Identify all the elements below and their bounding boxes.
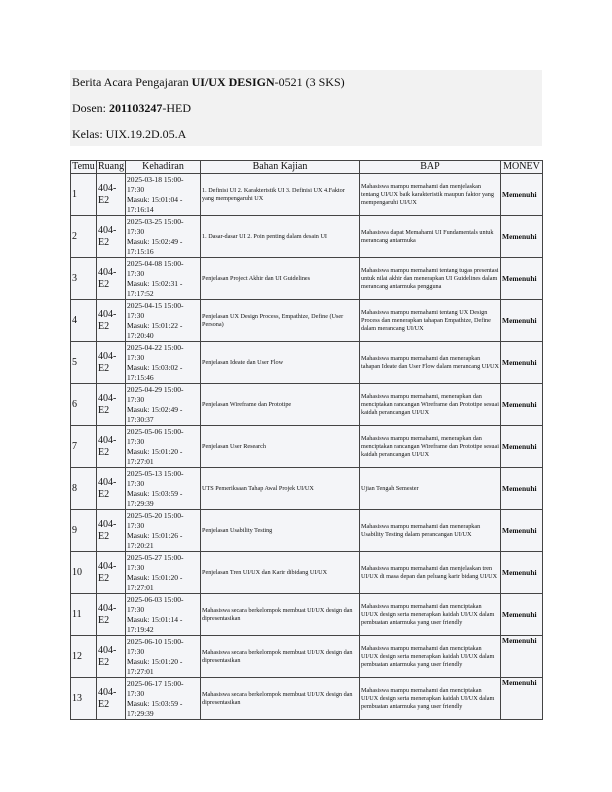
- kehadiran-jadwal: 2025-03-25 15:00-17:30: [127, 216, 184, 236]
- cell-ruang: 404-E2: [97, 216, 126, 258]
- table-row: [71, 258, 543, 300]
- table-row: [71, 552, 543, 594]
- table-row: [71, 510, 543, 552]
- kehadiran-jadwal: 2025-05-06 15:00-17:30: [127, 426, 184, 446]
- kehadiran-jadwal: 2025-04-22 15:00-17:30: [127, 342, 184, 362]
- kehadiran-masuk: Masuk: 15:01:22 - 17:20:40: [127, 320, 183, 340]
- cell-bahan-kajian: Penjelasan UX Design Process, Empathize, Define (User Persona): [201, 300, 360, 342]
- dosen-suffix: -HED: [162, 101, 192, 115]
- cell-monev: Memenuhi: [501, 636, 543, 678]
- cell-kehadiran: [126, 216, 201, 258]
- kehadiran-jadwal: 2025-05-20 15:00-17:30: [127, 510, 184, 530]
- cell-temu: 6: [71, 384, 97, 426]
- kehadiran-masuk: Masuk: 15:03:02 - 17:15:46: [127, 362, 183, 382]
- kehadiran-jadwal: 2025-06-03 15:00-17:30: [127, 594, 184, 614]
- cell-bahan-kajian: 1. Dasar-dasar UI 2. Poin penting dalam desain UI: [201, 216, 360, 258]
- cell-bap: Mahasiswa mampu memahami dan menjelaskan tentang UI/UX baik karakteristik maupun faktor yang mempengaruhi UI/UX: [360, 174, 501, 216]
- cell-kehadiran: [126, 384, 201, 426]
- table-body: [71, 174, 543, 720]
- cell-monev: Memenuhi: [501, 258, 543, 300]
- cell-monev: Memenuhi: [501, 678, 543, 720]
- table-row: [71, 300, 543, 342]
- cell-monev: Memenuhi: [501, 510, 543, 552]
- cell-bap: Mahasiswa mampu memahami dan menciptakan UI/UX design serta menerapkan kaidah UI/UX dalam pembuatan antarmuka yang user friendly: [360, 636, 501, 678]
- cell-ruang: 404-E2: [97, 174, 126, 216]
- table-row: [71, 636, 543, 678]
- cell-temu: 2: [71, 216, 97, 258]
- cell-ruang: 404-E2: [97, 384, 126, 426]
- cell-kehadiran: [126, 174, 201, 216]
- cell-monev: Memenuhi: [501, 342, 543, 384]
- cell-monev: Memenuhi: [501, 174, 543, 216]
- cell-bap: Mahasiswa dapat Memahami UI Fundamentals untuk merancang antarmuka: [360, 216, 501, 258]
- cell-temu: 8: [71, 468, 97, 510]
- cell-bahan-kajian: UTS Pemeriksaan Tahap Awal Projek UI/UX: [201, 468, 360, 510]
- cell-bap: Mahasiswa mampu memahami dan menerapkan Usability Testing dalam perancangan UI/UX: [360, 510, 501, 552]
- kehadiran-masuk: Masuk: 15:01:14 - 17:19:42: [127, 614, 183, 634]
- kelas-line: Kelas: UIX.19.2D.05.A: [72, 127, 187, 141]
- cell-kehadiran: [126, 342, 201, 384]
- kehadiran-masuk: Masuk: 15:01:26 - 17:20:21: [127, 530, 183, 550]
- document-page: [70, 70, 542, 720]
- table-row: [71, 594, 543, 636]
- cell-kehadiran: [126, 300, 201, 342]
- table-row: [71, 678, 543, 720]
- cell-bahan-kajian: Mahasiswa secara berkelompok membuat UI/UX design dan dipresentasikan: [201, 636, 360, 678]
- cell-kehadiran: [126, 510, 201, 552]
- kehadiran-jadwal: 2025-03-18 15:00-17:30: [127, 174, 184, 194]
- table-row: [71, 426, 543, 468]
- cell-kehadiran: [126, 258, 201, 300]
- table-row: [71, 468, 543, 510]
- cell-bahan-kajian: Penjelasan Project Akhir dan UI Guidelines: [201, 258, 360, 300]
- kehadiran-jadwal: 2025-04-08 15:00-17:30: [127, 258, 184, 278]
- cell-temu: 12: [71, 636, 97, 678]
- cell-temu: 4: [71, 300, 97, 342]
- cell-temu: 10: [71, 552, 97, 594]
- col-header-kehadiran: Kehadiran: [126, 161, 201, 174]
- dosen-id: 201103247: [109, 101, 163, 115]
- page-title: [72, 74, 540, 90]
- kehadiran-jadwal: 2025-05-13 15:00-17:30: [127, 468, 184, 488]
- cell-monev: Memenuhi: [501, 552, 543, 594]
- attendance-table: [70, 160, 543, 720]
- cell-temu: 5: [71, 342, 97, 384]
- cell-bap: Mahasiswa mampu memahami tentang tugas presentasi untuk nilai akhir dan menerapkan UI Guidelines dalam merancang antarmuka pengguna: [360, 258, 501, 300]
- kehadiran-masuk: Masuk: 15:01:04 - 17:16:14: [127, 194, 183, 214]
- cell-temu: 3: [71, 258, 97, 300]
- kehadiran-masuk: Masuk: 15:02:49 - 17:30:37: [127, 404, 183, 424]
- cell-bap: Mahasiswa mampu memahami, menerapkan dan menciptakan rancangan Wireframe dan Prototipe sesuai kaidah perancangan UI/UX: [360, 384, 501, 426]
- course-name: UI/UX DESIGN: [191, 75, 275, 89]
- cell-ruang: 404-E2: [97, 426, 126, 468]
- cell-monev: Memenuhi: [501, 384, 543, 426]
- table-row: [71, 216, 543, 258]
- dosen-line: [72, 100, 540, 116]
- cell-kehadiran: [126, 678, 201, 720]
- cell-bap: Mahasiswa mampu memahami, menerapkan dan menciptakan rancangan Wireframe dan Prototipe sesuai kaidah perancangan UI/UX: [360, 426, 501, 468]
- kehadiran-jadwal: 2025-06-17 15:00-17:30: [127, 678, 184, 698]
- cell-bap: Mahasiswa mampu memahami tentang UX Design Process dan menerapkan tahapan Empathize, Define dalam merancang UI/UX: [360, 300, 501, 342]
- col-header-temu: Temu: [72, 161, 95, 172]
- cell-temu: 1: [71, 174, 97, 216]
- course-code: -0521 (3 SKS): [274, 75, 345, 89]
- cell-bap: Mahasiswa mampu memahami dan menerapkan tahapan Ideate dan User Flow dalam merancang UI/UX: [360, 342, 501, 384]
- cell-monev: Memenuhi: [501, 426, 543, 468]
- kehadiran-jadwal: 2025-04-15 15:00-17:30: [127, 300, 184, 320]
- kehadiran-masuk: Masuk: 15:01:20 - 17:27:01: [127, 446, 183, 466]
- cell-ruang: 404-E2: [97, 258, 126, 300]
- kehadiran-masuk: Masuk: 15:03:59 - 17:29:39: [127, 698, 183, 718]
- col-header-monev: MONEV: [501, 161, 543, 174]
- dosen-label: Dosen:: [72, 101, 109, 115]
- kehadiran-jadwal: 2025-04-29 15:00-17:30: [127, 384, 184, 404]
- cell-temu: 7: [71, 426, 97, 468]
- cell-temu: 11: [71, 594, 97, 636]
- cell-bahan-kajian: 1. Definisi UI 2. Karakteristik UI 3. Definisi UX 4.Faktor yang mempengaruhi UX: [201, 174, 360, 216]
- document-header: [70, 70, 542, 146]
- cell-monev: Memenuhi: [501, 300, 543, 342]
- cell-bahan-kajian: Penjelasan Wireframe dan Prototipe: [201, 384, 360, 426]
- cell-ruang: 404-E2: [97, 594, 126, 636]
- cell-ruang: 404-E2: [97, 468, 126, 510]
- cell-monev: Memenuhi: [501, 468, 543, 510]
- cell-bap: Ujian Tengah Semester: [360, 468, 501, 510]
- cell-ruang: 404-E2: [97, 510, 126, 552]
- table-header-row: [71, 161, 543, 174]
- cell-bahan-kajian: Mahasiswa secara berkelompok membuat UI/UX design dan dipresentasikan: [201, 594, 360, 636]
- cell-bahan-kajian: Penjelasan Ideate dan User Flow: [201, 342, 360, 384]
- cell-kehadiran: [126, 552, 201, 594]
- col-header-ruang: Ruang: [98, 161, 125, 172]
- cell-ruang: 404-E2: [97, 552, 126, 594]
- table-row: [71, 384, 543, 426]
- cell-monev: Memenuhi: [501, 216, 543, 258]
- cell-bap: Mahasiswa mampu memahami dan menjelaskan tren UI/UX di masa depan dan peluang karir bidang UI/UX: [360, 552, 501, 594]
- kehadiran-jadwal: 2025-05-27 15:00-17:30: [127, 552, 184, 572]
- cell-kehadiran: [126, 594, 201, 636]
- cell-kehadiran: [126, 426, 201, 468]
- cell-temu: 9: [71, 510, 97, 552]
- cell-bap: Mahasiswa mampu memahami dan menciptakan UI/UX design serta menerapkan kaidah UI/UX dalam pembuatan antarmuka yang user friendly: [360, 594, 501, 636]
- kehadiran-masuk: Masuk: 15:03:59 - 17:29:39: [127, 488, 183, 508]
- cell-monev: Memenuhi: [501, 594, 543, 636]
- cell-bap: Mahasiswa mampu memahami dan menciptakan UI/UX design serta menerapkan kaidah UI/UX dalam pembuatan antarmuka yang user friendly: [360, 678, 501, 720]
- kehadiran-masuk: Masuk: 15:02:31 - 17:17:52: [127, 278, 183, 298]
- table-row: [71, 342, 543, 384]
- col-header-bap: BAP: [360, 161, 501, 174]
- cell-kehadiran: [126, 468, 201, 510]
- title-prefix: Berita Acara Pengajaran: [72, 75, 192, 89]
- cell-ruang: 404-E2: [97, 636, 126, 678]
- cell-bahan-kajian: Mahasiswa secara berkelompok membuat UI/UX design dan dipresentasikan: [201, 678, 360, 720]
- cell-bahan-kajian: Penjelasan Tren UI/UX dan Karir dibidang UI/UX: [201, 552, 360, 594]
- col-header-bahan-kajian: Bahan Kajian: [201, 161, 360, 174]
- cell-bahan-kajian: Penjelasan User Research: [201, 426, 360, 468]
- cell-ruang: 404-E2: [97, 300, 126, 342]
- cell-ruang: 404-E2: [97, 678, 126, 720]
- table-row: [71, 174, 543, 216]
- kehadiran-jadwal: 2025-06-10 15:00-17:30: [127, 636, 184, 656]
- kehadiran-masuk: Masuk: 15:01:20 - 17:27:01: [127, 656, 183, 676]
- cell-temu: 13: [71, 678, 97, 720]
- cell-ruang: 404-E2: [97, 342, 126, 384]
- cell-bahan-kajian: Penjelasan Usability Testing: [201, 510, 360, 552]
- kehadiran-masuk: Masuk: 15:01:20 - 17:27:01: [127, 572, 183, 592]
- cell-kehadiran: [126, 636, 201, 678]
- kehadiran-masuk: Masuk: 15:02:49 - 17:15:16: [127, 236, 183, 256]
